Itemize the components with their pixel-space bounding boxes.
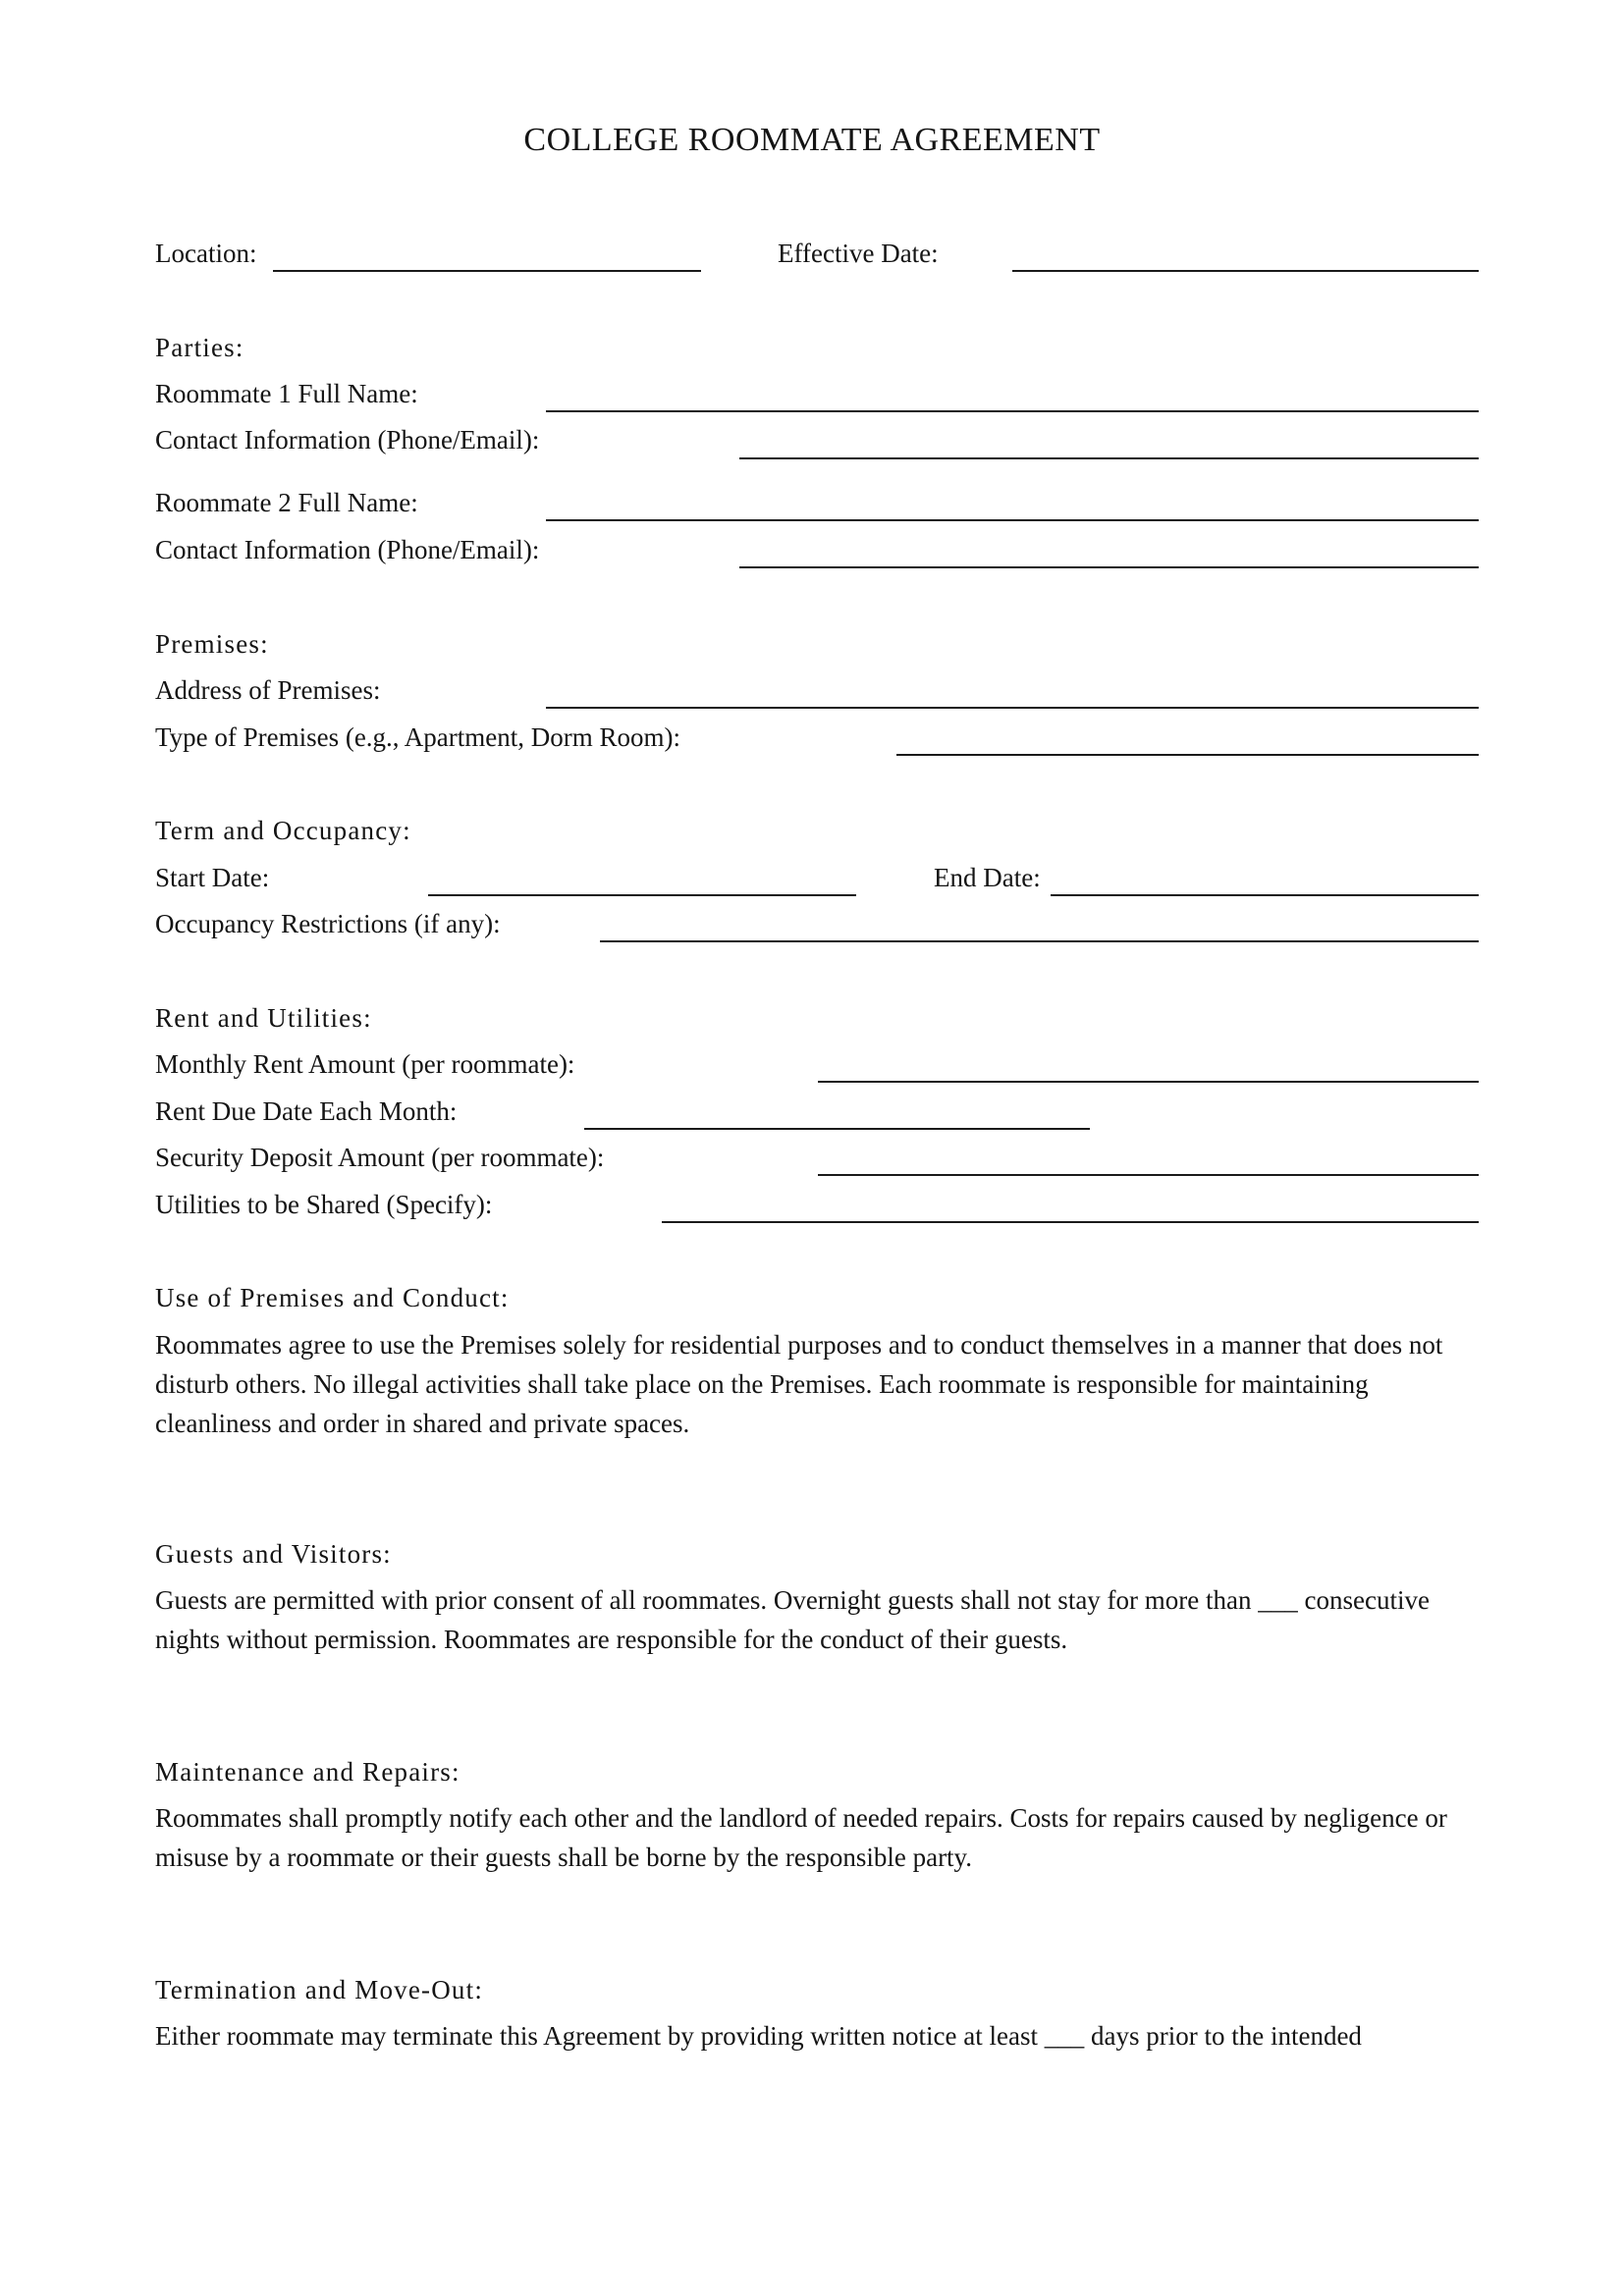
occupancy-restrictions-field[interactable] — [600, 940, 1479, 942]
effective-date-label: Effective Date: — [778, 239, 939, 268]
roommate1-contact-label: Contact Information (Phone/Email): — [155, 425, 540, 454]
effective-date-field[interactable] — [1012, 270, 1479, 272]
use-heading: Use of Premises and Conduct: — [155, 1283, 510, 1312]
occupancy-restrictions-label: Occupancy Restrictions (if any): — [155, 909, 501, 938]
document-title: COLLEGE ROOMMATE AGREEMENT — [523, 122, 1101, 158]
start-date-field[interactable] — [428, 894, 856, 896]
rent-heading: Rent and Utilities: — [155, 1003, 372, 1033]
guests-paragraph: Guests are permitted with prior consent of all roommates. Overnight guests shall not stay for more than ___ consecutive nights without permission. Roommates are responsible for the conduct of their guests. — [155, 1585, 1430, 1654]
use-paragraph: Roommates agree to use the Premises solely for residential purposes and to conduct themselves in a manner that does not disturb others. No illegal activities shall take place on the Premises. Each roommate is responsible for maintaining cleanliness and order in shared and private spaces. — [155, 1330, 1443, 1438]
rent-due-date-field[interactable] — [584, 1128, 1090, 1130]
roommate1-name-label: Roommate 1 Full Name: — [155, 379, 418, 408]
monthly-rent-label: Monthly Rent Amount (per roommate): — [155, 1049, 575, 1079]
utilities-label: Utilities to be Shared (Specify): — [155, 1190, 493, 1219]
roommate2-contact-field[interactable] — [739, 566, 1479, 568]
premises-type-label: Type of Premises (e.g., Apartment, Dorm Room): — [155, 722, 681, 752]
address-field[interactable] — [546, 707, 1479, 709]
maintenance-heading: Maintenance and Repairs: — [155, 1757, 460, 1787]
roommate2-name-label: Roommate 2 Full Name: — [155, 488, 418, 517]
security-deposit-label: Security Deposit Amount (per roommate): — [155, 1143, 605, 1172]
address-label: Address of Premises: — [155, 675, 381, 705]
location-field[interactable] — [273, 270, 701, 272]
start-date-label: Start Date: — [155, 863, 270, 892]
roommate2-name-field[interactable] — [546, 519, 1479, 521]
premises-heading: Premises: — [155, 629, 269, 659]
guests-heading: Guests and Visitors: — [155, 1539, 392, 1569]
end-date-field[interactable] — [1051, 894, 1479, 896]
maintenance-paragraph: Roommates shall promptly notify each other and the landlord of needed repairs. Costs for repairs caused by negligence or misuse by a roommate or their guests shall be borne by the responsible party. — [155, 1803, 1447, 1872]
termination-paragraph: Either roommate may terminate this Agreement by providing written notice at least ___ days prior to the intended — [155, 2021, 1362, 2051]
end-date-label: End Date: — [934, 863, 1041, 892]
roommate1-contact-field[interactable] — [739, 457, 1479, 459]
parties-heading: Parties: — [155, 333, 244, 362]
roommate2-contact-label: Contact Information (Phone/Email): — [155, 535, 540, 564]
rent-due-date-label: Rent Due Date Each Month: — [155, 1096, 458, 1126]
roommate1-name-field[interactable] — [546, 410, 1479, 412]
termination-heading: Termination and Move-Out: — [155, 1975, 484, 2004]
term-heading: Term and Occupancy: — [155, 816, 411, 845]
monthly-rent-field[interactable] — [818, 1081, 1479, 1083]
location-label: Location: — [155, 239, 257, 268]
utilities-field[interactable] — [662, 1221, 1479, 1223]
premises-type-field[interactable] — [896, 754, 1479, 756]
security-deposit-field[interactable] — [818, 1174, 1479, 1176]
